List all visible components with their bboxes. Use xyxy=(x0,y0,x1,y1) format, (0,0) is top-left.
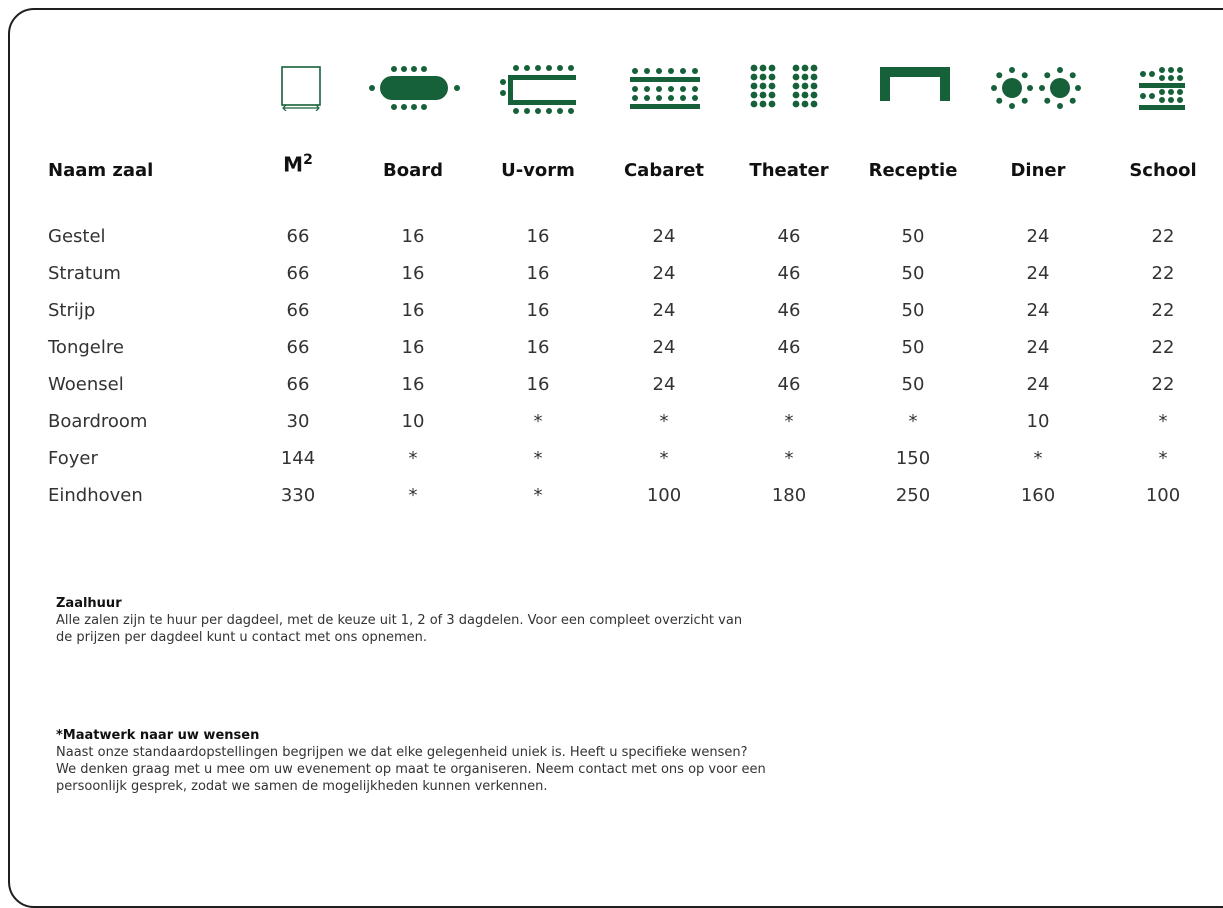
header-m2: $M^2$ xyxy=(283,152,313,177)
room-name: Boardroom xyxy=(48,411,148,432)
dinner-round-icon xyxy=(990,62,1086,120)
table-cell: * xyxy=(408,485,418,506)
table-cell: 16 xyxy=(526,374,550,395)
custom-title: *Maatwerk naar uw wensen xyxy=(56,728,260,743)
table-cell: 22 xyxy=(1151,226,1175,247)
room-name: Foyer xyxy=(48,448,98,469)
table-cell: 10 xyxy=(1026,411,1050,432)
table-cell: 250 xyxy=(895,485,931,506)
table-cell: 46 xyxy=(777,263,801,284)
table-cell: 50 xyxy=(901,374,925,395)
rental-title: Zaalhuur xyxy=(56,596,122,611)
header-name: Naam zaal xyxy=(48,160,154,181)
table-cell: 16 xyxy=(526,337,550,358)
custom-text: Naast onze standaardopstellingen begrijpen we dat elke gelegenheid uniek is. Heeft u specifieke wensen? We denken graag met u mee om uw evenement op maat te organiseren. Neem contact met ons op voor een persoonlijk gesprek, zodat we samen de mogelijkheden kunnen verkennen. xyxy=(56,745,766,794)
table-cell: 16 xyxy=(401,226,425,247)
table-cell: 24 xyxy=(1026,226,1050,247)
table-cell: 46 xyxy=(777,337,801,358)
header-diner: Diner xyxy=(1010,160,1066,181)
table-cell: * xyxy=(908,411,918,432)
table-cell: 24 xyxy=(652,374,676,395)
header-u-vorm: U-vorm xyxy=(501,160,575,181)
table-cell: 16 xyxy=(401,263,425,284)
table-cell: 46 xyxy=(777,374,801,395)
table-cell: 50 xyxy=(901,226,925,247)
table-cell: * xyxy=(533,411,543,432)
table-cell: 66 xyxy=(286,263,310,284)
table-cell: 24 xyxy=(652,337,676,358)
room-name: Woensel xyxy=(48,374,124,395)
table-cell: 144 xyxy=(280,448,316,469)
table-cell: * xyxy=(784,411,794,432)
rental-text: Alle zalen zijn te huur per dagdeel, met de keuze uit 1, 2 of 3 dagdelen. Voor een compleet overzicht van de prijzen per dagdeel kunt u contact met ons opnemen. xyxy=(56,613,743,645)
table-cell: 16 xyxy=(526,300,550,321)
table-cell: 16 xyxy=(526,226,550,247)
table-cell: 46 xyxy=(777,226,801,247)
table-cell: 30 xyxy=(286,411,310,432)
table-cell: 16 xyxy=(526,263,550,284)
table-cell: 22 xyxy=(1151,263,1175,284)
header-cabaret: Cabaret xyxy=(623,160,705,181)
table-cell: 16 xyxy=(401,337,425,358)
room-name: Eindhoven xyxy=(48,485,143,506)
table-cell: 10 xyxy=(401,411,425,432)
theater-icon xyxy=(750,64,830,122)
table-cell: 100 xyxy=(1145,485,1181,506)
table-cell: 160 xyxy=(1020,485,1056,506)
table-cell: 24 xyxy=(1026,337,1050,358)
table-cell: 50 xyxy=(901,337,925,358)
table-cell: * xyxy=(1158,448,1168,469)
table-cell: 330 xyxy=(280,485,316,506)
header-theater: Theater xyxy=(749,160,829,181)
room-name: Gestel xyxy=(48,226,106,247)
table-cell: * xyxy=(1158,411,1168,432)
room-name: Stratum xyxy=(48,263,121,284)
header-receptie: Receptie xyxy=(868,160,958,181)
table-cell: * xyxy=(659,448,669,469)
table-cell: 66 xyxy=(286,226,310,247)
header-school: School xyxy=(1129,160,1197,181)
table-cell: 100 xyxy=(646,485,682,506)
area-square-icon xyxy=(279,65,323,123)
table-cell: 24 xyxy=(652,226,676,247)
table-cell: 16 xyxy=(401,300,425,321)
table-cell: 66 xyxy=(286,374,310,395)
table-cell: 66 xyxy=(286,337,310,358)
table-cell: * xyxy=(533,448,543,469)
cabaret-icon xyxy=(630,67,700,125)
table-cell: * xyxy=(533,485,543,506)
table-cell: 150 xyxy=(895,448,931,469)
table-cell: 50 xyxy=(901,300,925,321)
table-cell: * xyxy=(1033,448,1043,469)
school-icon xyxy=(1139,64,1187,122)
table-cell: 22 xyxy=(1151,337,1175,358)
u-shape-icon xyxy=(500,62,580,120)
table-cell: 24 xyxy=(1026,263,1050,284)
table-cell: 24 xyxy=(652,263,676,284)
table-cell: 16 xyxy=(401,374,425,395)
table-cell: 22 xyxy=(1151,374,1175,395)
table-cell: 22 xyxy=(1151,300,1175,321)
table-cell: * xyxy=(659,411,669,432)
room-name: Tongelre xyxy=(48,337,124,358)
header-board: Board xyxy=(383,160,443,181)
room-name: Strijp xyxy=(48,300,96,321)
table-cell: * xyxy=(408,448,418,469)
table-cell: 24 xyxy=(652,300,676,321)
reception-icon xyxy=(880,67,950,125)
table-cell: 46 xyxy=(777,300,801,321)
table-cell: 180 xyxy=(771,485,807,506)
table-cell: * xyxy=(784,448,794,469)
table-cell: 24 xyxy=(1026,374,1050,395)
table-cell: 66 xyxy=(286,300,310,321)
table-cell: 50 xyxy=(901,263,925,284)
board-table-icon xyxy=(368,62,464,120)
table-cell: 24 xyxy=(1026,300,1050,321)
